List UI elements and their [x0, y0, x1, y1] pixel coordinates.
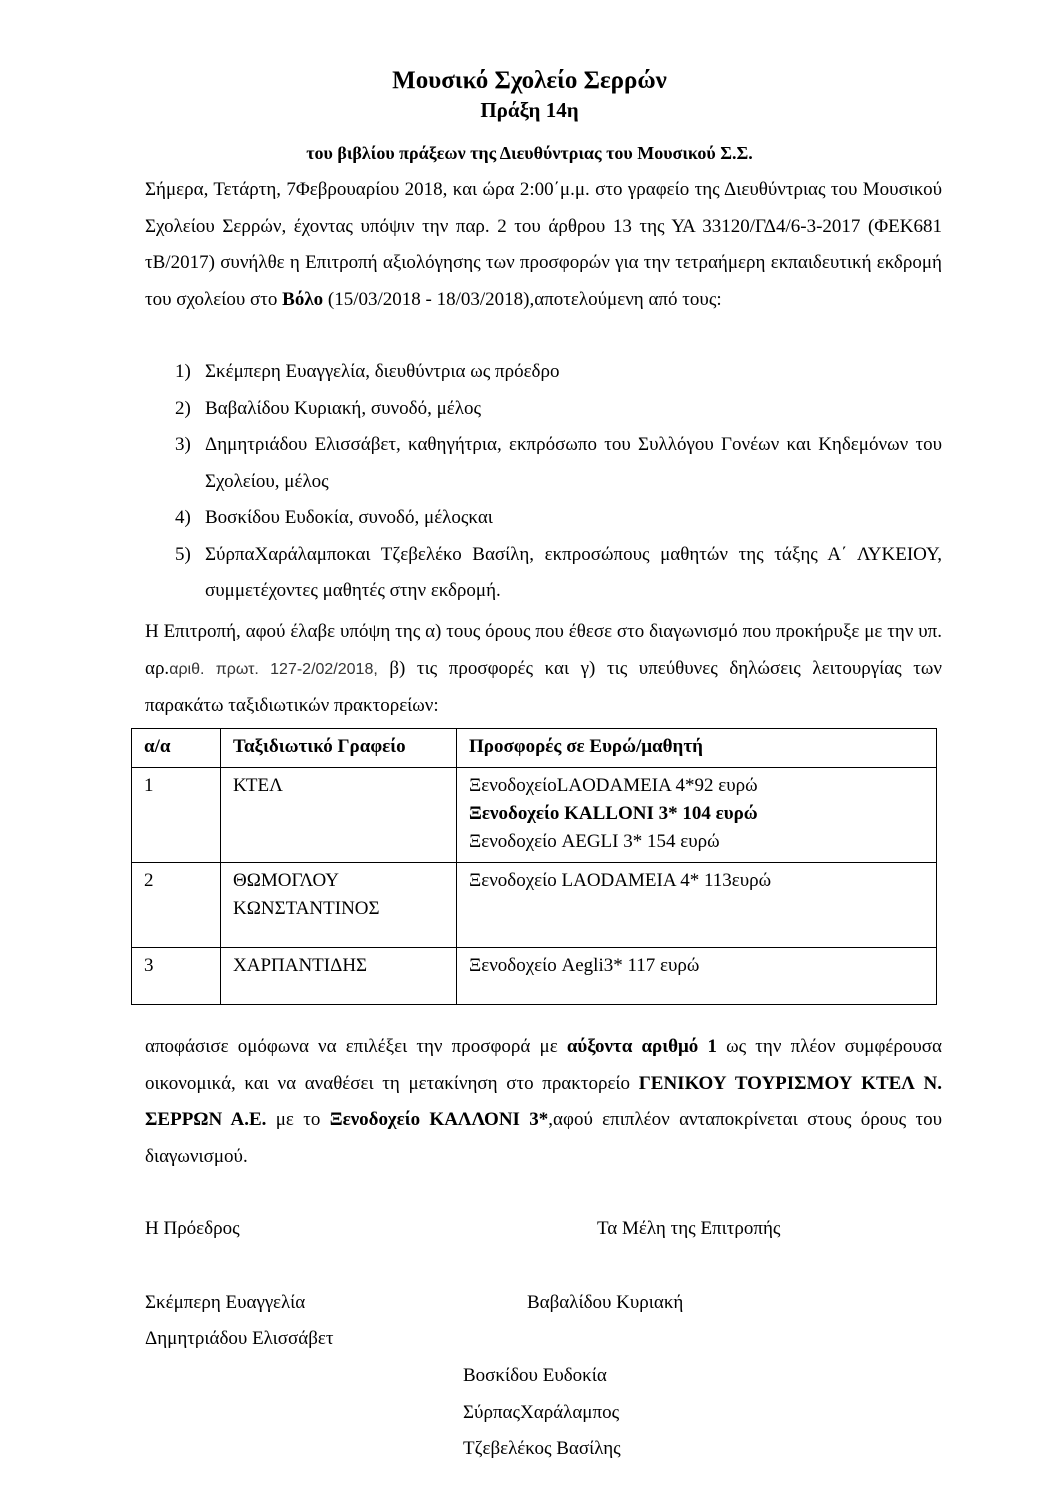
intro-paragraph	[145, 172, 942, 318]
signature-member-name: Τζεβελέκος Βασίλης	[463, 1438, 621, 1459]
decision-text: αποφάσισε ομόφωνα να επιλέξει την προσφορά με	[145, 1036, 567, 1057]
table-row	[132, 768, 937, 863]
committee-text-end: β) τις προσφορές και γ) τις υπεύθυνες δηλώσεις λειτουργίας των παρακάτω ταξιδιωτικών πρακτορείων:	[145, 657, 942, 716]
offer-line: Ξενοδοχείο LAODAMEIA 4* 113ευρώ	[469, 870, 772, 891]
signature-member-name: Δημητριάδου Ελισσάβετ	[145, 1328, 334, 1349]
table-row	[132, 863, 937, 948]
intro-text-start: Σήμερα, Τετάρτη, 7Φεβρουαρίου 2018, και ώρα 2:00΄μ.μ. στο γραφείο της Διευθύντριας του Μουσικού Σχολείου Σερρών, έχοντας υπόψιν την παρ. 2 του άρθρου 13 της ΥΑ 33120/ΓΔ4/6-3-2017 (ΦΕΚ681 τΒ/2017) συνήλθε η Επιτροπή αξιολόγησης των προσφορών για την τετραήμερη εκπαιδευτική εκδρομή του σχολείου στο	[145, 179, 942, 310]
list-item-number: 2)	[175, 397, 191, 419]
list-item-number: 5)	[175, 543, 191, 565]
table-header-row	[132, 729, 937, 768]
offer-line: Ξενοδοχείο AEGLI 3* 154 ευρώ	[469, 831, 720, 852]
table-cell-number: 2	[132, 863, 221, 948]
decision-paragraph	[145, 1029, 942, 1175]
members-label: Τα Μέλη της Επιτροπής	[597, 1218, 781, 1239]
table-cell-agency: ΘΩΜΟΓΛΟΥ ΚΩΝΣΤΑΝΤΙΝΟΣ	[221, 863, 457, 948]
committee-members-list	[145, 354, 942, 610]
offer-line: Ξενοδοχείο Aegli3* 117 ευρώ	[469, 955, 700, 976]
list-item	[145, 500, 942, 537]
offer-line: ΞενοδοχείοLAODAMEIA 4*92 ευρώ	[469, 775, 758, 796]
signature-member-name: ΣύρπαςΧαράλαμπος	[463, 1402, 620, 1423]
president-label: Η Πρόεδρος	[145, 1218, 240, 1239]
intro-text-end: (15/03/2018 - 18/03/2018),αποτελούμενη από τους:	[323, 288, 722, 310]
offers-table	[131, 728, 937, 1005]
protocol-reference: αριθ. πρωτ. 127-2/02/2018,	[169, 660, 378, 678]
decision-text: με το	[266, 1109, 330, 1130]
list-item	[145, 427, 942, 500]
column-header: α/α	[132, 729, 221, 768]
signature-member-name: Βοσκίδου Ευδοκία	[463, 1365, 607, 1386]
committee-text-start: Η Επιτροπή, αφού έλαβε υπόψη της α) τους όρους που έθεσε στο διαγωνισμό που προκήρυξε με την υπ. αρ.	[145, 621, 942, 679]
decision-text: ως την πλέον συμφέρουσα οικονομικά, και να αναθέσει τη μετακίνηση στο πρακτορείο	[145, 1036, 942, 1094]
table-cell-offers	[457, 863, 937, 948]
list-item-number: 1)	[175, 361, 191, 382]
list-item-text: Σκέμπερη Ευαγγελία, διευθύντρια ως πρόεδρο	[205, 361, 560, 382]
decision-bold-number: αύξοντα αριθμό 1	[566, 1036, 717, 1057]
table-cell-offers	[457, 948, 937, 1005]
committee-paragraph	[145, 614, 942, 725]
list-item	[145, 354, 942, 391]
list-item	[145, 391, 942, 428]
decision-text: ,αφού επιπλέον ανταποκρίνεται στους όρους του διαγωνισμού.	[145, 1109, 942, 1167]
list-item-number: 3)	[175, 434, 191, 455]
destination: Βόλο	[282, 288, 324, 310]
decision-bold-agency: ΓΕΝΙΚΟΥ ΤΟΥΡΙΣΜΟΥ ΚΤΕΛ Ν. ΣΕΡΡΩΝ Α.Ε.	[145, 1072, 943, 1130]
list-item	[145, 537, 942, 610]
list-item-number: 4)	[175, 507, 191, 528]
book-reference-line: του βιβλίου πράξεων της Διευθύντριας του Μουσικού Σ.Σ.	[306, 143, 753, 163]
list-item-text: Δημητριάδου Ελισσάβετ, καθηγήτρια, εκπρόσωπο του Συλλόγου Γονέων και Κηδεμόνων του Σχολείου, μέλος	[205, 434, 942, 492]
column-header: Προσφορές σε Ευρώ/μαθητή	[457, 729, 937, 768]
signature-president-name: Σκέμπερη Ευαγγελία	[145, 1292, 306, 1313]
decision-bold-hotel: Ξενοδοχείο ΚΑΛΛΟΝΙ 3*	[329, 1109, 549, 1130]
document-title: Μουσικό Σχολείο Σερρών	[392, 67, 667, 94]
table-cell-offers	[457, 768, 937, 863]
table-cell-agency: ΧΑΡΠΑΝΤΙΔΗΣ	[221, 948, 457, 1005]
column-header: Ταξιδιωτικό Γραφείο	[221, 729, 457, 768]
act-number: Πράξη 14η	[480, 98, 579, 122]
signature-member-name: Βαβαλίδου Κυριακή	[527, 1292, 684, 1313]
list-item-text: Βαβαλίδου Κυριακή, συνοδό, μέλος	[205, 397, 481, 419]
table-cell-agency: ΚΤΕΛ	[221, 768, 457, 863]
table-row	[132, 948, 937, 1005]
table-cell-number: 1	[132, 768, 221, 863]
table-cell-number: 3	[132, 948, 221, 1005]
list-item-text: ΣύρπαΧαράλαμποκαι Τζεβελέκο Βασίλη, εκπροσώπους μαθητών της τάξης Α΄ ΛΥΚΕΙΟΥ, συμμετέχοντες μαθητές στην εκδρομή.	[205, 543, 942, 601]
offer-line-selected: Ξενοδοχείο KALLONI 3* 104 ευρώ	[469, 803, 758, 824]
list-item-text: Βοσκίδου Ευδοκία, συνοδό, μέλοςκαι	[205, 507, 493, 528]
